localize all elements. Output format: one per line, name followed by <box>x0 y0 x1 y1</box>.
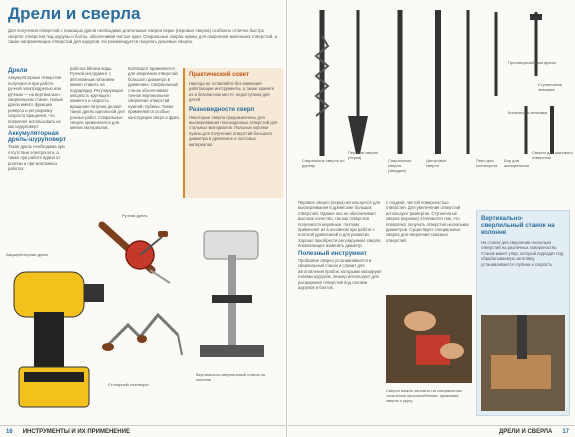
caption-flat-bit: Перовое сверло (перка) <box>348 150 379 160</box>
caption-plug-cutter: Бор для шипорезания <box>504 158 529 168</box>
running-header: ИНСТРУМЕНТЫ И ИХ ПРИМЕНЕНИЕ <box>22 428 130 435</box>
caption-cordless-drill: Аккумуляторная дрель <box>6 252 49 257</box>
section-heading-useful: Полезный инструмент <box>298 249 367 257</box>
paragraph-drills: Аккумуляторные отверстия получаются при работе ручной электродрелью или ручным — на вертикально-сверлильном станке. Новые дрели имеют функцию реверса и регулировку скорости вращения, что позволяет использовать их как шуруповерт. <box>8 75 63 130</box>
section-heading-drills: Дрели <box>8 67 28 74</box>
footer-right <box>288 425 575 437</box>
page-title: Дрели и сверла <box>8 4 141 23</box>
paragraph-step-drill: с гладкой, чистой поверхностью отверстия. Для увеличения отверстий используют развертки. Ступенчатые сверла (коронки) отличаются тем, что позволяют получать отверстия нескольких диаметров. Существуют специальные сверла для сверления сквозных отверстий. <box>386 200 469 243</box>
caption-sharpening: Сверло можно заточить на специальном точильном приспособлении, прижимая сверло к кругу. <box>386 388 462 403</box>
tip-text-types: Некоторые сверла предназначены для высверливания плоскодонных отверстий для стальных материалов. Пильные коронки нужны для получения отверстий большого диаметра в древесине и листовых материалах. <box>189 114 278 147</box>
caption-countersink: Коническая зенковка <box>508 110 548 115</box>
caption-drill-press: Вертикально-сверлильный станок на колонне <box>196 372 265 382</box>
section-heading-cordless: Аккумуляторная дрель-шуруповерт <box>8 130 66 143</box>
tip-heading-types: Разновидности сверл <box>189 106 255 113</box>
paragraph-brace: Коловорот применяется для сверления отверстий большого диаметра в древесине. Сверлильный станок обеспечивает точное вертикальное сверление отверстий нужной глубины. Также применяются особые конструкции сверл и фрез. <box>128 66 180 120</box>
paragraph-cordless: Такая дрель необходима при отсутствии электросети, а также при работе вдали от розетки и при монтажных работах. <box>8 144 65 171</box>
caption-forstner-bit: Перо для коловорота <box>476 158 498 168</box>
column-2 <box>70 66 125 206</box>
drill-press-photo <box>481 315 565 411</box>
drill-bits-image <box>308 6 478 176</box>
cordless-drill-image <box>4 262 109 417</box>
tip-title: Практический совет <box>189 72 249 78</box>
countersink-bits-image <box>486 6 571 156</box>
paragraph-hand-tools: работах вблизи воды. Ручной инструмент с автономным питанием можно ставить на подзарядку. Регулирующая мощность крутящего момента и скорость вращения патрона делают такую дрель идеальной для разных работ. Спиральные сверла применяются для мягких материалов. <box>70 66 125 131</box>
paragraph-flat-bit: Перовое сверло (перка) используется для высверливания в древесине больших отверстий. Однако оно не обеспечивает высокое качество, так как отверстия получаются неровные, поэтому применяют их в основном при работе с плотной древесиной и для разметки. Хорошо приобрести регулируемое сверло, позволяющее изменять диаметр. <box>298 200 382 249</box>
sidebar-box <box>476 210 570 416</box>
right-column-1 <box>298 200 382 410</box>
footer-left <box>0 425 286 437</box>
caption-twist-bits: Спиральные сверла (твердые) <box>388 158 412 173</box>
caption-spade-bit: Спиральное сверло по дереву <box>302 158 345 168</box>
intro-text: Для получения отверстий с помощью дрели необходимо длительные сверла перке (перовые сверла) особенно отлично быстро сверлят отверстия под шурупы и болты, обеспечивая чистые края. Спиральные сверла нужны для сверления маленьких отверстий, а также направляющих отверстий для шурупов. Не рекомендуется покупать дешевые сверла. <box>8 28 277 44</box>
page-number: 16 <box>6 428 13 435</box>
caption-center-bit: Центровое сверло <box>426 158 447 168</box>
right-page <box>288 0 575 437</box>
sharpening-photo <box>386 295 472 383</box>
caption-step-countersink: Ступенчатая зенковка <box>538 82 562 92</box>
sidebar-text: На станок для сверления несколько отверстий на различных поверхностях. Станок имеет упор, который подходит под обрабатываемую заготовку, устанавливается глубина и скорость. <box>481 240 564 267</box>
caption-pin-cutter: Противорезьбовая фреза <box>508 60 556 65</box>
caption-hand-drill: Ручная дрель <box>122 213 148 218</box>
column-1 <box>8 66 66 206</box>
tip-text: Никогда не оставляйте без внимания работающие инструменты, а также храните их в безопасном месте, недоступном для детей. <box>189 81 275 103</box>
brace-image <box>100 285 185 365</box>
caption-mortise-bit: Сверло для шипового отверстия <box>532 150 573 160</box>
right-column-2 <box>386 200 470 290</box>
page-number: 17 <box>562 428 569 435</box>
caption-brace: Столярный коловорот <box>108 382 149 387</box>
drill-press-image <box>192 225 272 360</box>
sidebar-title: Вертикально-сверлильный станок на колонне <box>481 215 555 236</box>
running-header: ДРЕЛИ И СВЕРЛА <box>499 428 553 435</box>
column-3 <box>128 66 180 206</box>
tip-box <box>183 68 283 198</box>
left-page <box>0 0 287 437</box>
paragraph-plug-cutter: Пробковое сверло устанавливается в сверлильный станок и служит для изготовления пробок, которыми маскируют головки шурупов. Зенкер используют для расширения отверстий под головки шурупов и болтов. <box>298 258 382 291</box>
